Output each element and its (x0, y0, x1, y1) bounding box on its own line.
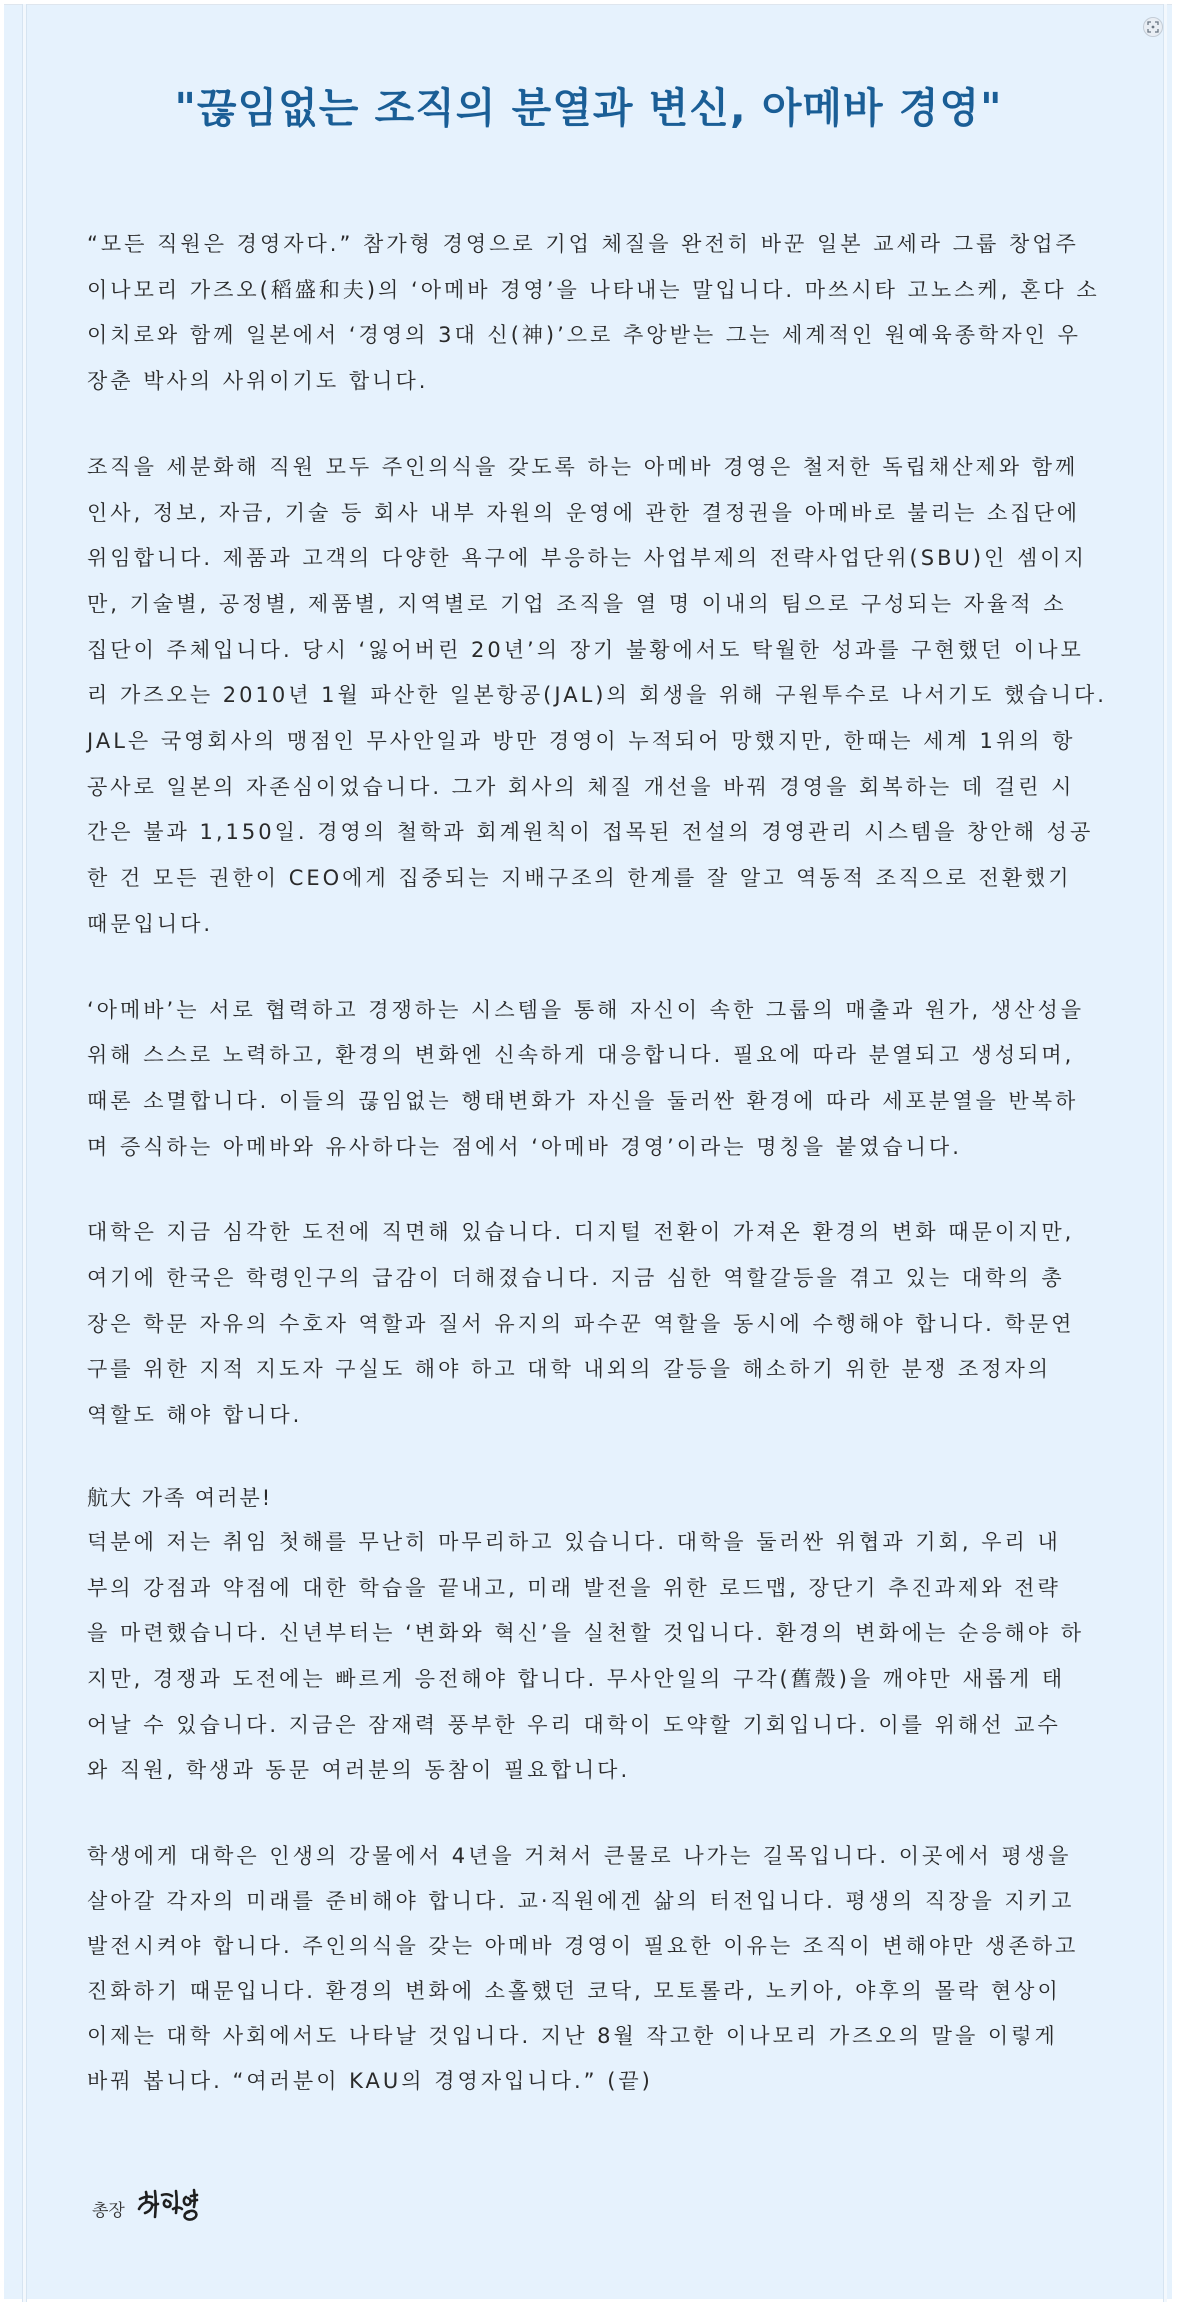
text-line: 위임합니다. 제품과 고객의 다양한 욕구에 부응하는 사업부제의 전략사업단위(SBU)인 셈이지 (87, 546, 1087, 571)
paragraph-gap (87, 1170, 1117, 1210)
signature-scribble (136, 2185, 214, 2225)
text-line: 바꿔 봅니다. “여러분이 KAU의 경영자입니다.” (끝) (87, 2069, 653, 2094)
right-margin-rule (1163, 4, 1167, 2302)
text-line: 이나모리 가즈오(稻盛和夫)의 ‘아메바 경영’을 나타내는 말입니다. 마쓰시타 고노스케, 혼다 소 (87, 277, 1100, 302)
text-line: 공사로 일본의 자존심이었습니다. 그가 회사의 체질 개선을 바꿔 경영을 회복하는 데 걸린 시 (87, 774, 1075, 799)
greeting-line: 航大 가족 여러분! (87, 1485, 273, 1510)
text-line: 한 건 모든 권한이 CEO에게 집중되는 지배구조의 한계를 잘 알고 역동적 조직으로 전환했기 (87, 866, 1072, 891)
text-line: 지만, 경쟁과 도전에는 빠르게 응전해야 합니다. 무사안일의 구각(舊殼)을 깨야만 새롭게 태 (87, 1666, 1066, 1691)
text-line: 때문입니다. (87, 911, 214, 936)
text-line: 리 가즈오는 2010년 1월 파산한 일본항공(JAL)의 회생을 위해 구원투수로 나서기도 했습니다. (87, 683, 1107, 708)
text-line: 진화하기 때문입니다. 환경의 변화에 소홀했던 코닥, 모토롤라, 노키아, 야후의 몰락 현상이 (87, 1979, 1061, 2004)
text-line: JAL은 국영회사의 맹점인 무사안일과 방만 경영이 누적되어 망했지만, 한때는 세계 1위의 항 (87, 729, 1076, 754)
text-line: 덕분에 저는 취임 첫해를 무난히 마무리하고 있습니다. 대학을 둘러싼 위협과 기회, 우리 내 (87, 1529, 1061, 1554)
text-line: 역할도 해야 합니다. (87, 1403, 303, 1428)
paragraph-gap (87, 1794, 1117, 1834)
expand-icon-glyph (1147, 21, 1159, 33)
text-line: “모든 직원은 경영자다.” 참가형 경영으로 기업 체질을 완전히 바꾼 일본 교세라 그룹 창업주 (87, 232, 1079, 256)
text-line: 부의 강점과 약점에 대한 학습을 끝내고, 미래 발전을 위한 로드맵, 장단기 추진과제와 전략 (87, 1575, 1061, 1600)
expand-icon[interactable] (1143, 17, 1163, 37)
text-line: 와 직원, 학생과 동문 여러분의 동참이 필요합니다. (87, 1758, 631, 1783)
text-line: 위해 스스로 노력하고, 환경의 변화엔 신속하게 대응합니다. 필요에 따라 분열되고 생성되며, (87, 1043, 1075, 1068)
text-line: 조직을 세분화해 직원 모두 주인의식을 갖도록 하는 아메바 경영은 철저한 독립채산제와 함께 (87, 454, 1079, 479)
paragraph-1 (87, 222, 1117, 405)
signature-role: 총장 (92, 2201, 125, 2221)
paragraph-5 (87, 1477, 1117, 1794)
text-line: 만, 기술별, 공정별, 제품별, 지역별로 기업 조직을 열 명 이내의 팀으로 구성되는 자율적 소 (87, 591, 1067, 616)
paragraph-gap (87, 948, 1117, 988)
text-line: 때론 소멸합니다. 이들의 끊임없는 행태변화가 자신을 둘러싼 환경에 따라 세포분열을 반복하 (87, 1088, 1079, 1113)
paragraph-6 (87, 1834, 1117, 2104)
text-line: 간은 불과 1,150일. 경영의 철학과 회계원칙이 접목된 전설의 경영관리 시스템을 창안해 성공 (87, 820, 1094, 845)
paragraph-gap (87, 1439, 1117, 1477)
text-line: 집단이 주체입니다. 당시 ‘잃어버린 20년’의 장기 불황에서도 탁월한 성과를 구현했던 이나모 (87, 637, 1084, 662)
paragraph-4 (87, 1210, 1117, 1439)
paragraph-gap (87, 405, 1117, 445)
text-line: 대학은 지금 심각한 도전에 직면해 있습니다. 디지털 전환이 가져온 환경의 변화 때문이지만, (87, 1220, 1075, 1245)
text-line: 인사, 정보, 자금, 기술 등 회사 내부 자원의 운영에 관한 결정권을 아메바로 불리는 소집단에 (87, 500, 1081, 525)
paragraph-2 (87, 445, 1117, 948)
text-line: ‘아메바’는 서로 협력하고 경쟁하는 시스템을 통해 자신이 속한 그룹의 매출과 원가, 생산성을 (87, 997, 1085, 1022)
text-line: 며 증식하는 아메바와 유사하다는 점에서 ‘아메바 경영’이라는 명칭을 붙였습니다. (87, 1134, 962, 1159)
article-body (87, 222, 1117, 2104)
text-line: 이치로와 함께 일본에서 ‘경영의 3대 신(神)’으로 추앙받는 그는 세계적인 원예육종학자인 우 (87, 323, 1081, 348)
text-line: 장은 학문 자유의 수호자 역할과 질서 유지의 파수꾼 역할을 동시에 수행해야 합니다. 학문연 (87, 1311, 1075, 1336)
text-line: 어날 수 있습니다. 지금은 잠재력 풍부한 우리 대학이 도약할 기회입니다. 이를 위해선 교수 (87, 1712, 1061, 1737)
page-title: "끊임없는 조직의 분열과 변신, 아메바 경영" (174, 84, 1003, 132)
text-line: 구를 위한 지적 지도자 구실도 해야 하고 대학 내외의 갈등을 해소하기 위한 분쟁 조정자의 (87, 1357, 1052, 1382)
text-line: 학생에게 대학은 인생의 강물에서 4년을 거쳐서 큰물로 나가는 길목입니다. 이곳에서 평생을 (87, 1844, 1072, 1869)
text-line: 을 마련했습니다. 신년부터는 ‘변화와 혁신’을 실천할 것입니다. 환경의 변화에는 순응해야 하 (87, 1621, 1085, 1646)
text-line: 장춘 박사의 사위이기도 합니다. (87, 369, 429, 394)
text-line: 여기에 한국은 학령인구의 급감이 더해졌습니다. 지금 심한 역할갈등을 겪고 있는 대학의 총 (87, 1266, 1065, 1291)
left-margin-rule (22, 4, 27, 2302)
text-line: 발전시켜야 합니다. 주인의식을 갖는 아메바 경영이 필요한 이유는 조직이 변해야만 생존하고 (87, 1934, 1079, 1959)
text-line: 이제는 대학 사회에서도 나타날 것입니다. 지난 8월 작고한 이나모리 가즈오의 말을 이렇게 (87, 2024, 1058, 2049)
text-line: 살아갈 각자의 미래를 준비해야 합니다. 교·직원에겐 삶의 터전입니다. 평생의 직장을 지키고 (87, 1889, 1075, 1914)
paragraph-3 (87, 988, 1117, 1171)
